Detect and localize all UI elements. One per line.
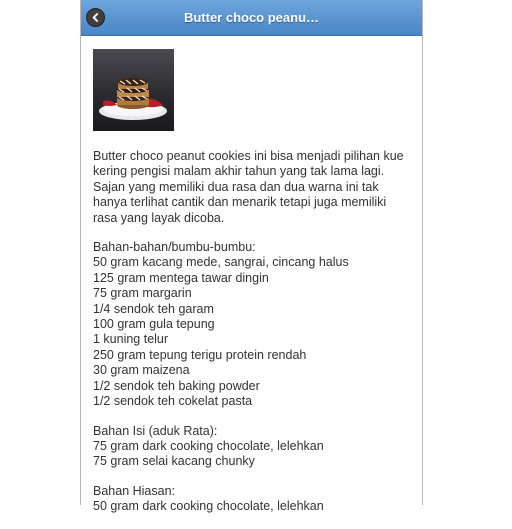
- list-item: 75 gram selai kacang chunky: [93, 454, 255, 469]
- list-item: 75 gram margarin: [93, 286, 192, 301]
- list-item: 30 gram maizena: [93, 363, 190, 378]
- list-item: 125 gram mentega tawar dingin: [93, 270, 269, 285]
- app-screen: [80, 0, 423, 514]
- recipe-intro: Butter choco peanut cookies ini bisa menjadi pilihan kue kering pengisi malam akhir tahun yang tak lama lagi. Sajan yang memiliki dua rasa dan dua warna ini tak hanya terlihat cantik dan menarik tetapi juga memiliki rasa yang layak dicoba.: [93, 149, 404, 225]
- chevron-left-icon: [91, 13, 100, 22]
- section-heading: Bahan Isi (aduk Rata):: [93, 423, 218, 438]
- section-heading: Bahan-bahan/bumbu-bumbu:: [93, 240, 256, 255]
- list-item: 1/2 sendok teh baking powder: [93, 378, 260, 393]
- back-button[interactable]: [86, 8, 105, 27]
- recipe-photo: [93, 49, 174, 131]
- list-item: 250 gram tepung terigu protein rendah: [93, 347, 307, 362]
- recipe-content: [93, 49, 412, 529]
- list-item: 75 gram dark cooking chocolate, lelehkan: [93, 438, 324, 453]
- list-item: 1 kuning telur: [93, 332, 169, 347]
- list-item: 50 gram dark cooking chocolate, lelehkan: [93, 499, 324, 514]
- list-item: 50 gram kacang mede, sangrai, cincang halus: [93, 255, 349, 270]
- header-bar: [81, 0, 422, 36]
- list-item: 1/2 sendok teh cokelat pasta: [93, 394, 253, 409]
- page-title: Butter choco peanu…: [183, 10, 320, 25]
- ingredients-section: [93, 240, 412, 409]
- filling-section: [93, 424, 412, 470]
- list-item: 1/4 sendok teh garam: [93, 301, 214, 316]
- topping-section: [93, 484, 412, 515]
- list-item: 100 gram gula tepung: [93, 317, 215, 332]
- section-heading: Bahan Hiasan:: [93, 483, 176, 498]
